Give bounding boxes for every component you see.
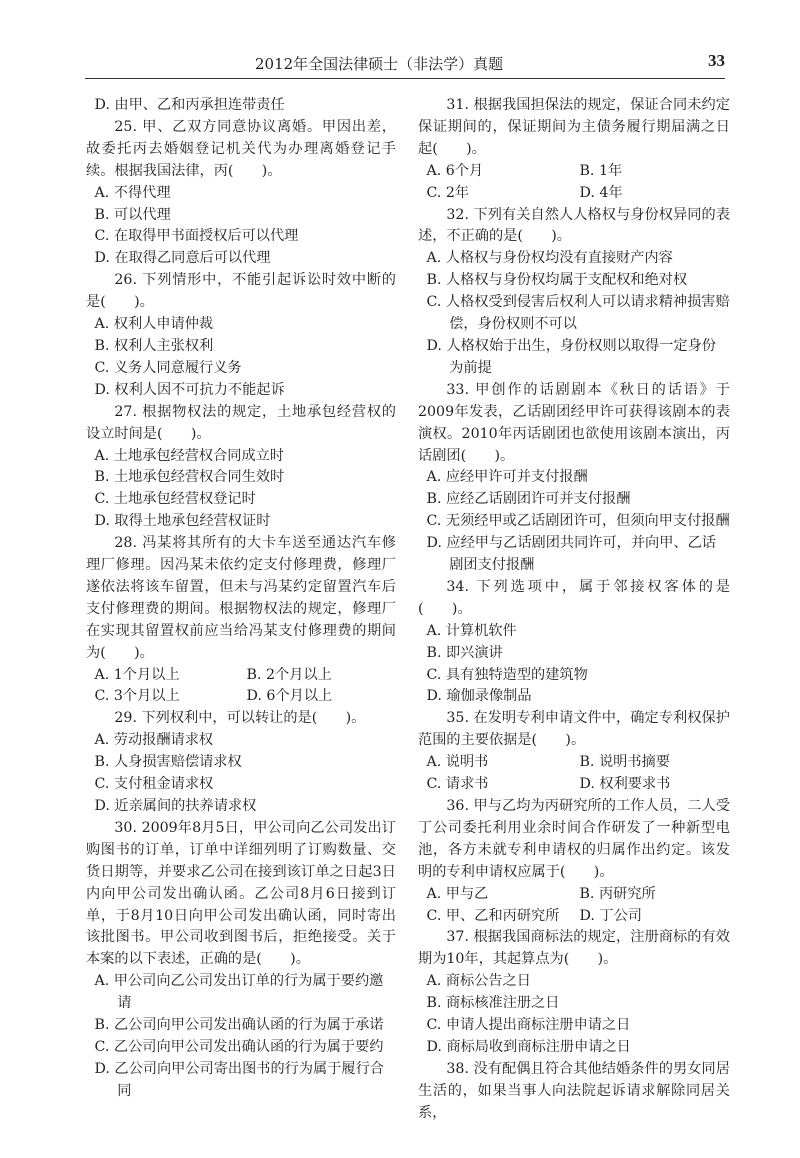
option-d: D. 瑜伽录像制品 — [426, 688, 532, 705]
option-b: B. 应经乙话剧团许可并支付报酬 — [426, 491, 631, 508]
option-a: A. 土地承包经营权合同成立时 — [94, 447, 285, 464]
option-d: D. 丁公司 — [579, 907, 642, 924]
question-27 — [86, 402, 396, 533]
prev-question-option-d: D. 由甲、乙和丙承担连带责任 — [94, 97, 285, 113]
right-column — [418, 95, 730, 1125]
option-a: A. 甲公司向乙公司发出订单的行为属于要约邀请 — [94, 973, 384, 1012]
option-c: C. 无须经甲或乙话剧团许可，但须向甲支付报酬 — [426, 513, 730, 530]
option-d: D. 权利人因不可抗力不能起诉 — [94, 381, 285, 398]
option-row — [86, 686, 396, 708]
question-stem: 27. 根据物权法的规定，土地承包经营权的设立时间是( )。 — [86, 403, 396, 442]
question-38 — [418, 1059, 730, 1125]
option-c: C. 请求书 — [426, 776, 489, 793]
option-a: A. 应经甲许可并支付报酬 — [426, 469, 588, 486]
option-row — [418, 774, 730, 796]
option-row — [418, 906, 730, 928]
question-stem: 36. 甲与乙均为丙研究所的工作人员，二人受丁公司委托利用业余时间合作研发了一种新型电池，各方未就专利申请权的归属作出约定。该发明的专利申请权应属于( )。 — [418, 798, 730, 880]
option-a: A. 劳动报酬请求权 — [94, 732, 214, 749]
left-column — [86, 95, 396, 1103]
option-b: B. 权利人主张权利 — [94, 337, 214, 354]
option-c: C. 甲、乙和丙研究所 — [426, 907, 560, 924]
option-a: A. 权利人申请仲裁 — [94, 316, 214, 333]
option-c: C. 3个月以上 — [94, 688, 180, 705]
question-36 — [418, 796, 730, 927]
question-stem: 34. 下列选项中，属于邻接权客体的是( )。 — [418, 578, 730, 617]
option-a: A. 1个月以上 — [94, 666, 180, 683]
question-30 — [86, 818, 396, 1103]
header-title: 2012年全国法律硕士（非法学）真题 — [255, 55, 504, 73]
question-29 — [86, 708, 396, 818]
option-a: A. 6个月 — [426, 162, 484, 179]
option-b: B. 乙公司向甲公司发出确认函的行为属于承诺 — [94, 1017, 384, 1034]
option-c: C. 2年 — [426, 184, 470, 201]
option-a: A. 计算机软件 — [426, 622, 517, 639]
option-d: D. 4年 — [579, 184, 623, 201]
question-stem: 28. 冯某将其所有的大卡车送至通达汽车修理厂修理。因冯某未依约定支付修理费，修理厂遂依法将该车留置，但未与冯某约定留置汽车后支付修理费的期间。根据物权法的规定，修理厂在实现其留置权前应当给冯某支付修理费的期间为( )。 — [86, 535, 396, 661]
question-26 — [86, 270, 396, 401]
option-d: D. 乙公司向甲公司寄出图书的行为属于履行合同 — [94, 1060, 384, 1099]
option-c: C. 乙公司向甲公司发出确认函的行为属于要约 — [94, 1038, 384, 1055]
option-d: D. 取得土地承包经营权证时 — [94, 513, 271, 530]
option-b: B. 商标核准注册之日 — [426, 995, 560, 1012]
question-stem: 32. 下列有关自然人人格权与身份权异同的表述，不正确的是( )。 — [418, 206, 730, 245]
option-d: D. 近亲属间的扶养请求权 — [94, 798, 257, 814]
option-b: B. 说明书摘要 — [579, 754, 670, 771]
option-c: C. 义务人同意履行义务 — [94, 359, 242, 376]
option-d: D. 人格权始于出生，身份权则以取得一定身份为前提 — [426, 337, 716, 376]
option-a: A. 说明书 — [426, 754, 489, 771]
option-c: C. 申请人提出商标注册申请之日 — [426, 1017, 631, 1034]
option-b: B. 可以代理 — [94, 206, 171, 223]
question-34 — [418, 577, 730, 708]
option-b: B. 2个月以上 — [246, 666, 332, 683]
option-d: D. 在取得乙同意后可以代理 — [94, 250, 271, 267]
option-d: D. 商标局收到商标注册申请之日 — [426, 1038, 631, 1055]
question-35 — [418, 708, 730, 796]
question-stem: 29. 下列权利中，可以转让的是( )。 — [114, 710, 366, 727]
question-stem: 30. 2009年8月5日，甲公司向乙公司发出订购图书的订单，订单中详细列明了订购数量、交货日期等，并要求乙公司在接到该订单之日起3日内向甲公司发出确认函。乙公司8月6日接到订单，于8月10日向甲公司发出确认函，同时寄出该批图书。甲公司收到图书后，拒绝接受。关于本案的以下表述，正确的是( )。 — [86, 819, 396, 968]
option-b: B. 人格权与身份权均属于支配权和绝对权 — [426, 272, 688, 289]
option-b: B. 即兴演讲 — [426, 644, 503, 661]
option-a: A. 不得代理 — [94, 184, 171, 201]
option-a: A. 商标公告之日 — [426, 973, 531, 990]
option-a: A. 人格权与身份权均没有直接财产内容 — [426, 250, 673, 267]
option-d: D. 权利要求书 — [579, 776, 671, 793]
question-stem: 37. 根据我国商标法的规定，注册商标的有效期为10年，其起算点为( )。 — [418, 929, 730, 968]
option-c: C. 具有独特造型的建筑物 — [426, 666, 588, 683]
option-row — [418, 752, 730, 774]
question-33 — [418, 380, 730, 577]
question-stem: 33. 甲创作的话剧剧本《秋日的话语》于2009年发表，乙话剧团经甲许可获得该剧本的表演权。2010年丙话剧团也欲使用该剧本演出，丙话剧团( )。 — [418, 381, 730, 464]
page-number: 33 — [708, 51, 725, 70]
option-b: B. 土地承包经营权合同生效时 — [94, 469, 285, 486]
option-d: D. 应经甲与乙话剧团共同许可，并向甲、乙话剧团支付报酬 — [426, 535, 716, 574]
question-stem: 38. 没有配偶且符合其他结婚条件的男女同居生活的，如果当事人向法院起诉请求解除同居关系， — [418, 1060, 730, 1121]
option-a: A. 甲与乙 — [426, 885, 489, 902]
question-stem: 35. 在发明专利申请文件中，确定专利权保护范围的主要依据是( )。 — [418, 710, 730, 749]
page-header — [85, 48, 725, 79]
question-32 — [418, 205, 730, 380]
question-37 — [418, 927, 730, 1058]
question-28 — [86, 533, 396, 708]
option-b: B. 丙研究所 — [579, 885, 656, 902]
option-b: B. 人身损害赔偿请求权 — [94, 754, 242, 771]
option-row — [418, 884, 730, 906]
option-row — [418, 161, 730, 183]
option-c: C. 土地承包经营权登记时 — [94, 491, 256, 508]
option-row — [418, 183, 730, 205]
question-31 — [418, 95, 730, 205]
question-stem: 25. 甲、乙双方同意协议离婚。甲因出差，故委托丙去婚姻登记机关代为办理离婚登记手续。根据我国法律，丙( )。 — [86, 118, 396, 179]
option-c: C. 在取得甲书面授权后可以代理 — [94, 228, 299, 245]
option-row — [86, 665, 396, 687]
question-stem: 26. 下列情形中，不能引起诉讼时效中断的是( )。 — [86, 272, 396, 311]
option-c: C. 支付租金请求权 — [94, 776, 214, 793]
option-c: C. 人格权受到侵害后权利人可以请求精神损害赔偿，身份权则不可以 — [426, 294, 730, 333]
question-stem: 31. 根据我国担保法的规定，保证合同未约定保证期间的，保证期间为主债务履行期届满之日起( )。 — [418, 97, 730, 157]
option-d: D. 6个月以上 — [246, 688, 333, 705]
option-b: B. 1年 — [579, 162, 623, 179]
question-25 — [86, 117, 396, 270]
